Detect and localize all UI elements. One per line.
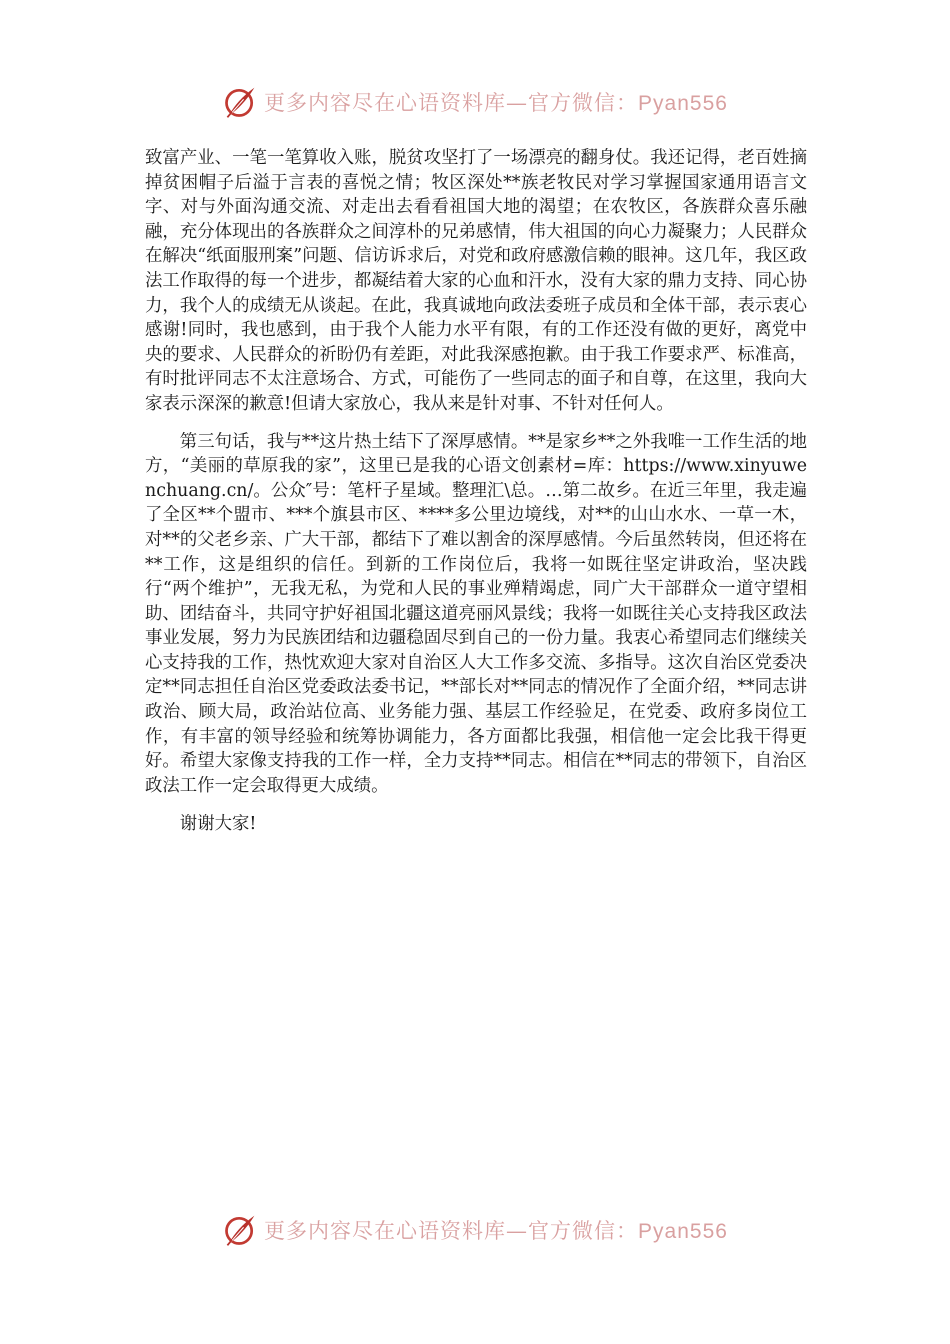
quill-pen-icon: [222, 1212, 258, 1248]
paragraph-2: 第三句话，我与**这片热土结下了深厚感情。**是家乡**之外我唯一工作生活的地方，“美丽的草原我的家”，这里已是我的心语文创素材=库：https://www.xinyuwenchuang.cn/。公众″号：笔杆子星域。整理汇\总。…第二故乡。在近三年里，我走遍了全区**个盟市、***个旗县市区、****多公里边境线，对**的山山水水、一草一木，对**的父老乡亲、广大干部，都结下了难以割舍的深厚感情。今后虽然转岗，但还将在**工作，这是组织的信任。到新的工作岗位后，我将一如既往坚定讲政治，坚决践行“两个维护”，无我无私，为党和人民的事业殚精竭虑，同广大干部群众一道守望相助、团结奋斗，共同守护好祖国北疆这道亮丽风景线；我将一如既往关心支持我区政法事业发展，努力为民族团结和边疆稳固尽到自己的一份力量。我衷心希望同志们继续关心支持我的工作，热忱欢迎大家对自治区人大工作多交流、多指导。这次自治区党委决定**同志担任自治区党委政法委书记，**部长对**同志的情况作了全面介绍，**同志讲政治、顾大局，政治站位高、业务能力强、基层工作经验足，在党委、政府多岗位工作，有丰富的领导经验和统筹协调能力，各方面都比我强，相信他一定会比我干得更好。希望大家像支持我的工作一样，全力支持**同志。相信在**同志的带领下，自治区政法工作一定会取得更大成绩。: [145, 431, 807, 796]
header-banner-content: [222, 84, 728, 120]
header-banner-text: [264, 87, 728, 117]
footer-banner-content: [222, 1212, 728, 1248]
quill-pen-icon: [222, 84, 258, 120]
header-banner: [0, 80, 950, 124]
banner-slogan: 更多内容尽在心语资料库—官方微信：: [264, 91, 639, 115]
paragraph-1: 致富产业、一笔一笔算收入账，脱贫攻坚打了一场漂亮的翻身仗。我还记得，老百姓摘掉贫困帽子后溢于言表的喜悦之情；牧区深处**族老牧民对学习掌握国家通用语言文字、对与外面沟通交流、对走出去看看祖国大地的渴望；在农牧区，各族群众喜乐融融，充分体现出的各族群众之间淳朴的兄弟感情，伟大祖国的向心力凝聚力；人民群众在解决“纸面服刑案”问题、信访诉求后，对党和政府感激信赖的眼神。这几年，我区政法工作取得的每一个进步，都凝结着大家的心血和汗水，没有大家的鼎力支持、同心协力，我个人的成绩无从谈起。在此，我真诚地向政法委班子成员和全体干部，表示衷心感谢!同时，我也感到，由于我个人能力水平有限，有的工作还没有做的更好，离党中央的要求、人民群众的祈盼仍有差距，对此我深感抱歉。由于我工作要求严、标准高，有时批评同志不太注意场合、方式，可能伤了一些同志的面子和自尊，在这里，我向大家表示深深的歉意!但请大家放心，我从来是针对事、不针对任何人。: [145, 148, 807, 414]
banner-wechat-id: Pyan556: [638, 92, 728, 115]
banner-slogan: 更多内容尽在心语资料库—官方微信：: [264, 1219, 639, 1243]
banner-wechat-id: Pyan556: [638, 1220, 728, 1243]
footer-banner: [0, 1208, 950, 1252]
document-body: [145, 146, 807, 837]
footer-banner-text: [264, 1215, 728, 1245]
closing-remark: 谢谢大家!: [179, 814, 257, 835]
